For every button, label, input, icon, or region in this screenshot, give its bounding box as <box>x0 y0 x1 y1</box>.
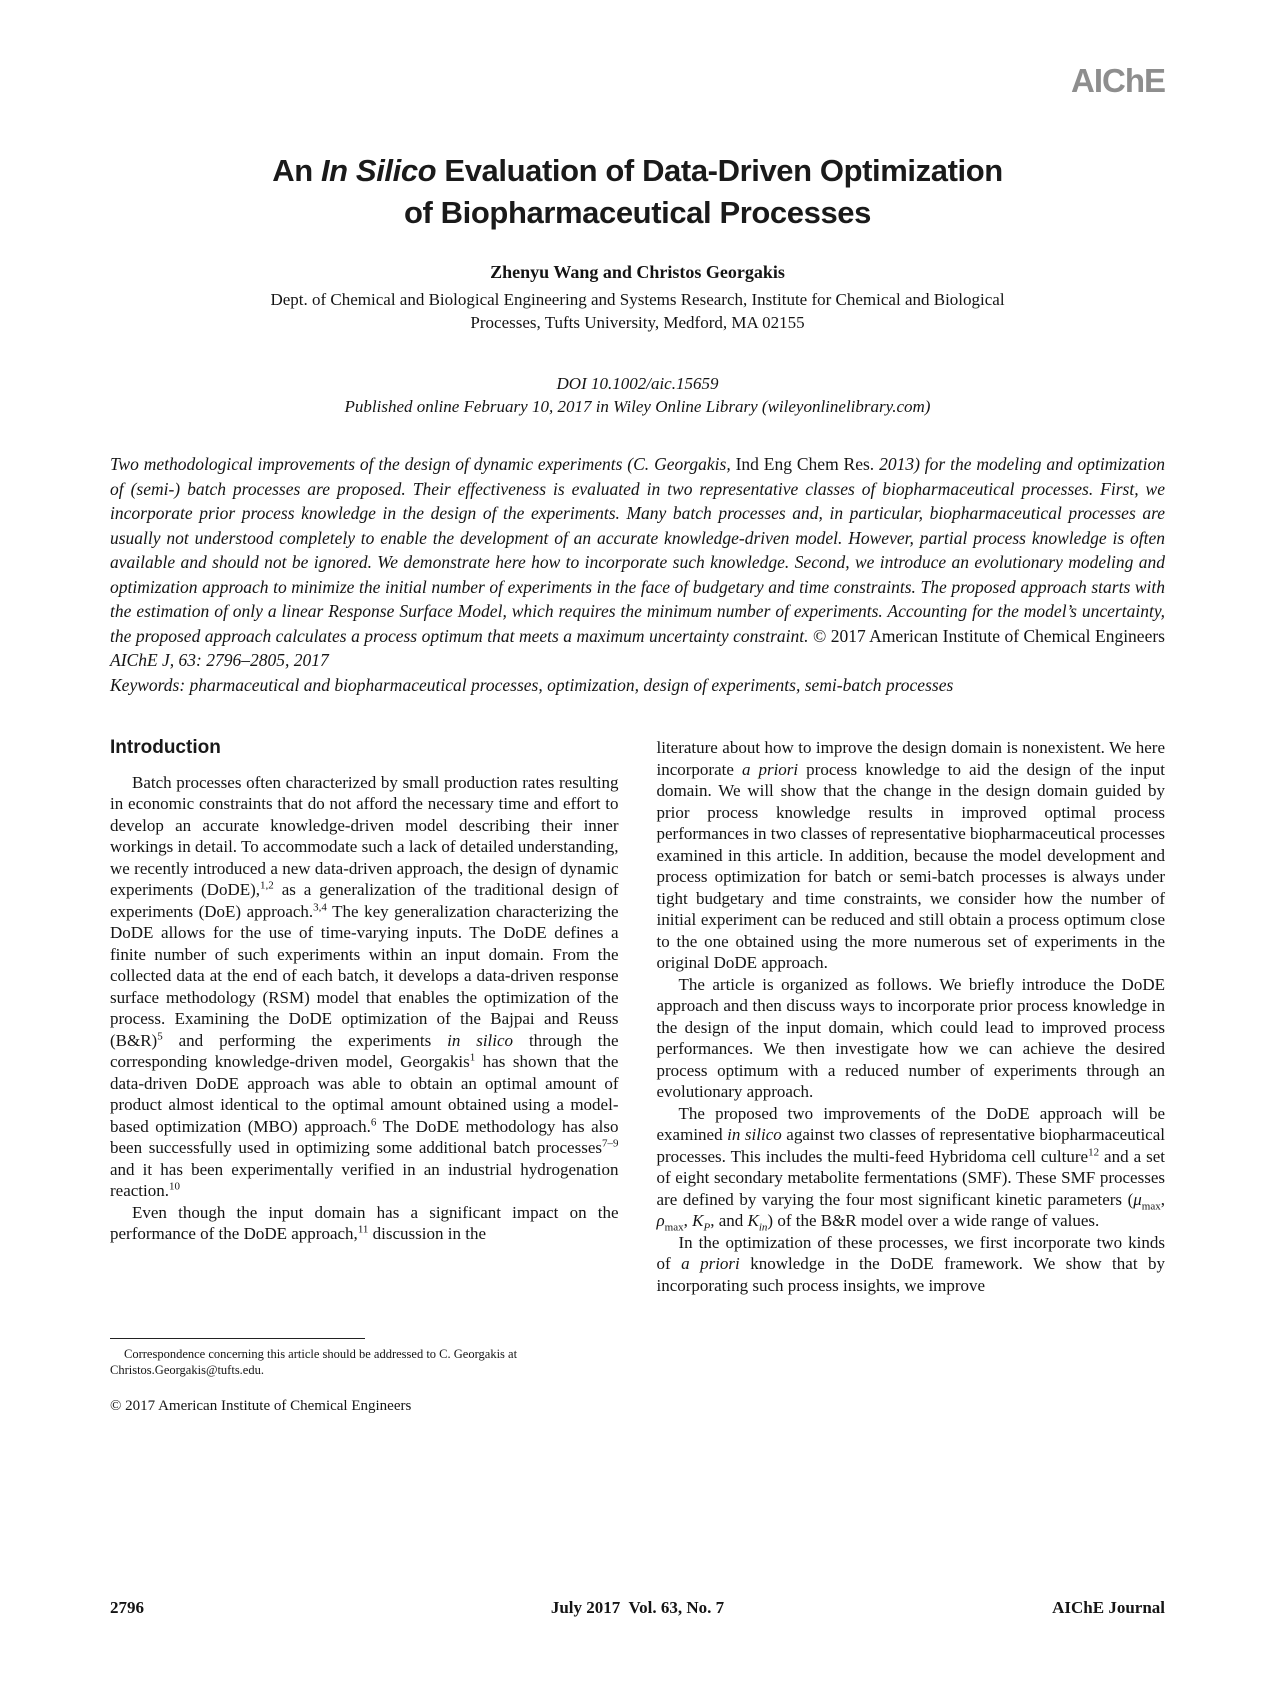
footnote-divider <box>110 1338 365 1339</box>
intro-paragraph-2: Even though the input domain has a significant impact on the performance of the DoDE approach,$^{11}$ discussion in the <box>110 1202 619 1243</box>
abstract-text: Two methodological improvements of the design of dynamic experiments (C. Georgakis, Ind Eng Chem Res. 2013) for the modeling and optimization of (semi-) batch processes are proposed. Their effectiveness is evaluated in two representative classes of biopharmaceutical processes. First, we incorporate prior process knowledge in the design of the experiments. Many batch processes and, in particular, biopharmaceutical processes are usually not understood completely to enable the development of an accurate knowledge-driven model. However, partial process knowledge is often available and should not be ignored. We demonstrate here how to incorporate such knowledge. Second, we introduce an evolutionary modeling and optimization approach to minimize the initial number of experiments in the face of budgetary and time constraints. The proposed approach starts with the estimation of only a linear Response Surface Model, which requires the minimum number of experiments. Accounting for the model’s uncertainty, the proposed approach calculates a process optimum that meets a maximum uncertainty constraint. © 2017 American Institute of Chemical Engineers AIChE J, 63: 2796–2805, 2017 <box>110 454 1165 670</box>
publication-info <box>0 372 1275 418</box>
aiche-logo: AIChE <box>1071 62 1165 99</box>
left-column <box>110 737 619 1417</box>
footer-page-number: 2796 <box>110 1598 144 1617</box>
page-footer <box>110 1598 1165 1618</box>
copyright-line: © 2017 American Institute of Chemical Engineers <box>110 1397 412 1414</box>
footer-journal-name: AIChE Journal <box>1052 1598 1165 1617</box>
keywords-line: Keywords: pharmaceutical and biopharmaceutical processes, optimization, design of experiments, semi-batch processes <box>110 674 954 695</box>
intro-paragraph-5: The proposed two improvements of the DoDE approach will be examined in silico against two classes of representative biopharmaceutical processes. This includes the multi-feed Hybridoma cell culture$^{12}$ and a set of eight secondary metabolite fermentations (SMF). These SMF processes are defined by varying the four most significant kinetic parameters ($\mu_{max}$, $\rho_{max}$, $K_P$, and $K_{in}$) of the B&R model over a wide range of values. <box>656 1103 1165 1234</box>
two-column-body <box>110 737 1165 1417</box>
footer-issue-info: July 2017 Vol. 63, No. 7 <box>550 1598 725 1617</box>
article-title: An In Silico Evaluation of Data-Driven Optimization of Biopharmaceutical Processes <box>272 153 1003 230</box>
footnote-area <box>110 1318 619 1418</box>
intro-paragraph-3: literature about how to improve the design domain is nonexistent. We here incorporate a priori process knowledge to aid the design of the input domain. We will show that the change in the design domain guided by prior process knowledge results in improved optimal process performances in two classes of representative biopharmaceutical processes examined in this article. In addition, because the model development and process optimization for batch or semi-batch processes is always under tight budgetary and time constraints, we consider how the number of initial experiment can be reduced and still obtain a process optimum close to the one obtained using the more numerous set of experiments in the original DoDE approach. <box>656 738 1165 972</box>
intro-paragraph-1: Batch processes often characterized by small production rates resulting in economic constraints that do not afford the necessary time and effort to develop an accurate knowledge-driven model describing their inner workings in detail. To accommodate such a lack of detailed understanding, we recently introduced a new data-driven approach, the design of dynamic experiments (DoDE),$^{1,2}$ as a generalization of the traditional design of experiments (DoE) approach.$^{3,4}$ The key generalization characterizing the DoDE allows for the use of time-varying inputs. The DoDE defines a finite number of such experiments within an input domain. From the collected data at the end of each batch, it develops a data-driven response surface methodology (RSM) model that enables the optimization of the process. Examining the DoDE optimization of the Bajpai and Reuss (B&R)$^5$ and performing the experiments in silico through the corresponding knowledge-driven model, Georgakis$^1$ has shown that the data-driven DoDE approach was able to obtain an optimal amount of product almost identical to the optimal amount obtained using a model-based optimization (MBO) approach.$^6$ The DoDE methodology has also been successfully used in optimizing some additional batch processes$^{7-9}$ and it has been experimentally verified in an industrial hydrogenation reaction.$^{10}$ <box>110 772 619 1200</box>
section-heading-introduction: Introduction <box>110 737 221 758</box>
affiliation-line: Dept. of Chemical and Biological Engineering and Systems Research, Institute for Chemical and Biological Processes, Tufts University, Medford, MA 02155 <box>270 290 1005 332</box>
authors-line: Zhenyu Wang and Christos Georgakis <box>490 262 785 282</box>
published-online-line: Published online February 10, 2017 in Wiley Online Library (wileyonlinelibrary.com) <box>344 397 931 416</box>
correspondence-footnote: Correspondence concerning this article should be addressed to C. Georgakis at Christos.Georgakis@tufts.edu. <box>110 1346 518 1377</box>
intro-paragraph-6: In the optimization of these processes, we first incorporate two kinds of a priori knowledge in the DoDE framework. We show that by incorporating such process insights, we improve <box>656 1232 1165 1295</box>
doi-line: DOI 10.1002/aic.15659 <box>556 374 719 393</box>
right-column <box>657 737 1166 1417</box>
intro-paragraph-4: The article is organized as follows. We briefly introduce the DoDE approach and then discuss ways to incorporate prior process knowledge in the design of the input domain, which could lead to improved process performances. We then investigate how we can achieve the desired process optimum with a reduced number of experiments through an evolutionary approach. <box>656 974 1165 1101</box>
